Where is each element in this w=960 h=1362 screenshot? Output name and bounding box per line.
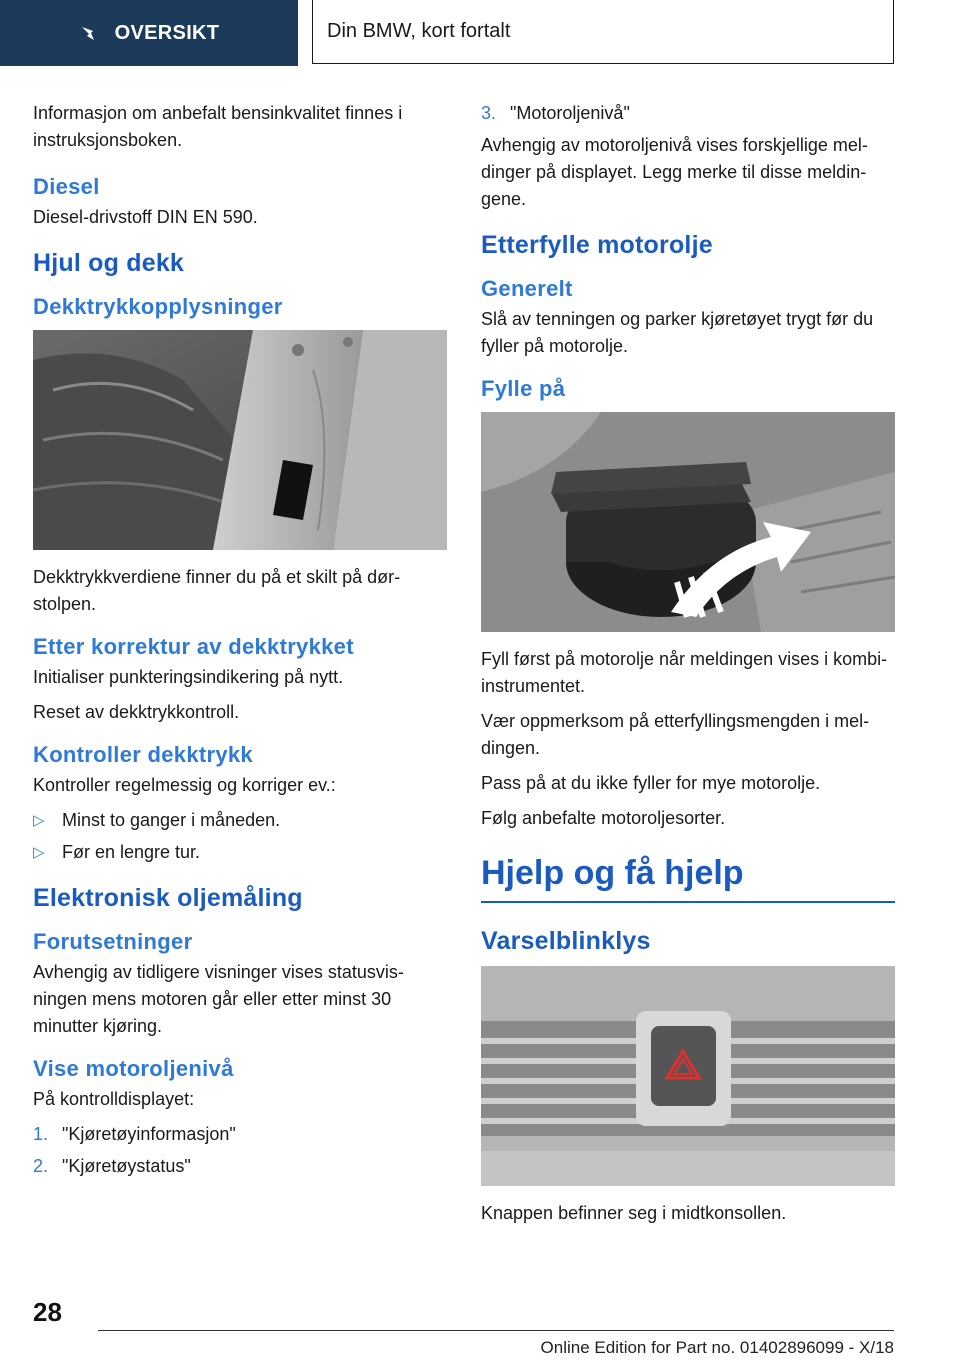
hazard-text: Knappen befinner seg i midtkonsollen.: [481, 1203, 787, 1223]
overview-icon: [79, 22, 101, 44]
after-correction-text-1: Initialiser punkteringsindikering på nytt.: [33, 667, 344, 687]
page-number: 28: [33, 1297, 62, 1327]
help-heading: Hjelp og få hjelp: [481, 854, 895, 903]
list-item: [33, 839, 447, 866]
fill-text-4: Følg anbefalte motoroljesorter.: [481, 808, 726, 828]
prereq-heading: Forutsetninger: [33, 929, 193, 954]
right-column: [481, 100, 895, 1235]
general-text: Slå av tenningen og parker kjøretøyet trygt før du fyller på motorolje.: [481, 309, 874, 356]
after-correction-heading: Etter korrektur av dekktrykket: [33, 634, 354, 659]
door-pillar-photo: [33, 330, 447, 550]
left-column: [33, 100, 447, 1185]
list-item: [33, 807, 447, 834]
fill-text-2: Vær oppmerksom på etterfyllingsmengden i meldingen.: [481, 711, 870, 758]
list-item: [33, 1121, 447, 1148]
triangle-bullet-icon: ▷: [33, 844, 45, 861]
general-heading: Generelt: [481, 276, 573, 301]
chapter-tab[interactable]: [312, 0, 894, 64]
step-text: "Kjøretøystatus": [62, 1156, 191, 1176]
list-item-text: Før en lengre tur.: [62, 842, 201, 862]
oil-cap-photo: [481, 412, 895, 632]
hazard-heading: Varselblinklys: [481, 927, 651, 955]
overview-tab-label: OVERSIKT: [114, 21, 220, 44]
hazard-button-photo: [481, 966, 895, 1186]
show-level-text: På kontrolldisplayet:: [33, 1089, 195, 1109]
step-text: "Motoroljenivå": [510, 103, 630, 123]
fill-text-1: Fyll først på motorolje når meldingen vises i kombi-instrumentet.: [481, 649, 888, 696]
step-number: 2.: [33, 1156, 49, 1176]
list-item: [33, 1153, 447, 1180]
step-number: 3.: [481, 103, 497, 123]
intro-text: Informasjon om anbefalt bensinkvalitet finnes i instruksjonsboken.: [33, 103, 403, 150]
step-number: 1.: [33, 1124, 49, 1144]
level-text: Avhengig av motoroljenivå vises forskjellige meldinger på displayet. Legg merke til disse meldingene.: [481, 135, 868, 209]
check-pressure-text: Kontroller regelmessig og korriger ev.:: [33, 775, 336, 795]
edition-text: Online Edition for Part no. 01402896099 - X/18: [540, 1338, 894, 1357]
check-pressure-heading: Kontroller dekktrykk: [33, 742, 253, 767]
diesel-text: Diesel-drivstoff DIN EN 590.: [33, 207, 258, 227]
pressure-info-text: Dekktrykkverdiene finner du på et skilt på dørstolpen.: [33, 567, 401, 614]
oil-measure-heading: Elektronisk oljemåling: [33, 884, 303, 912]
after-correction-text-2: Reset av dekktrykkontroll.: [33, 702, 240, 722]
triangle-bullet-icon: ▷: [33, 812, 45, 829]
fill-heading: Fylle på: [481, 376, 566, 401]
list-item: [481, 100, 895, 127]
overview-tab[interactable]: [0, 0, 298, 66]
diesel-heading: Diesel: [33, 174, 100, 199]
fill-text-3: Pass på at du ikke fyller for mye motorolje.: [481, 773, 821, 793]
wheels-heading: Hjul og dekk: [33, 249, 185, 277]
refill-heading: Etterfylle motorolje: [481, 231, 713, 259]
chapter-title: Din BMW, kort fortalt: [327, 20, 511, 42]
footer-divider: [98, 1330, 894, 1331]
prereq-text: Avhengig av tidligere visninger vises statusvisningen mens motoren går eller etter minst 30 minutter kjøring.: [33, 962, 404, 1036]
show-level-heading: Vise motoroljenivå: [33, 1056, 234, 1081]
list-item-text: Minst to ganger i måneden.: [62, 810, 281, 830]
pressure-info-heading: Dekktrykkopplysninger: [33, 294, 283, 319]
step-text: "Kjøretøyinformasjon": [62, 1124, 236, 1144]
